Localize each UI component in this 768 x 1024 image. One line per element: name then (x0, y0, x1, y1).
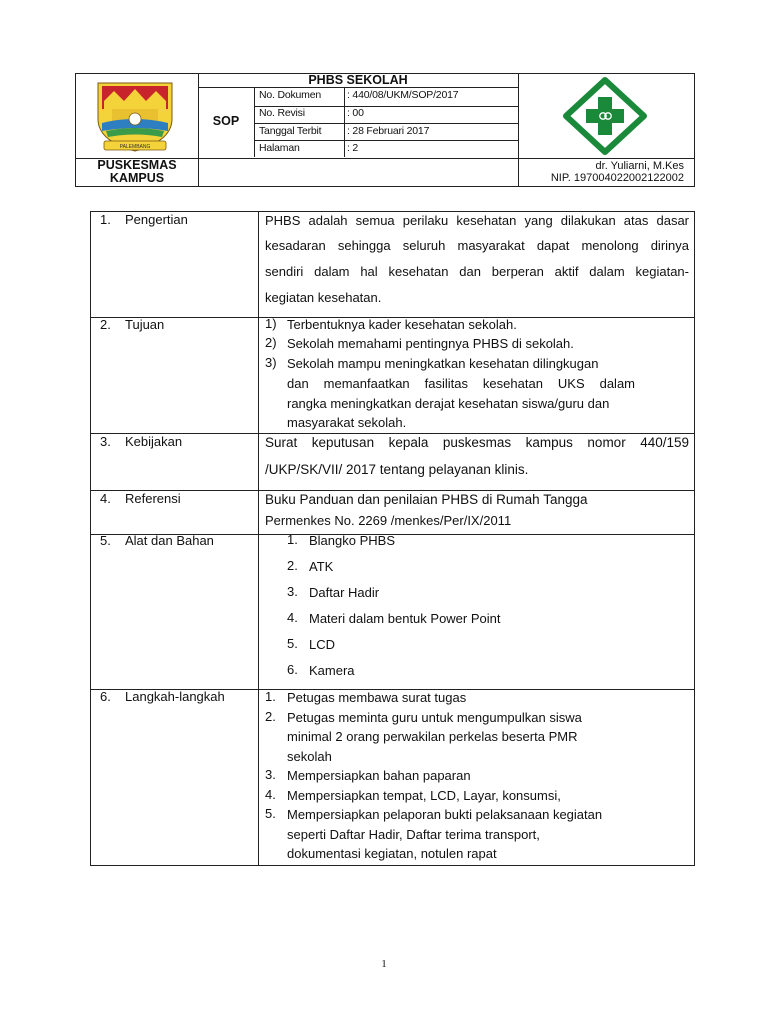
divider (344, 87, 345, 157)
list-marker: 6. (287, 662, 298, 677)
pengertian-line: PHBS adalah semua perilaku kesehatan yang dilakukan atas dasar (265, 213, 689, 228)
section-label-langkah-langkah: Langkah-langkah (125, 689, 225, 704)
list-marker: 3. (265, 767, 276, 782)
section-label-tujuan: Tujuan (125, 317, 165, 332)
signer-block (518, 160, 684, 184)
org-name (76, 159, 198, 185)
section-number: 3. (100, 434, 111, 449)
list-marker: 4. (287, 610, 298, 625)
document-title: PHBS SEKOLAH (308, 73, 408, 87)
section-label-kebijakan: Kebijakan (125, 434, 183, 449)
meta-label: No. Dokumen (259, 89, 321, 101)
meta-value: : 2 (347, 142, 359, 154)
list-marker: 1. (265, 689, 276, 704)
tujuan-item: Sekolah mampu meningkatkan kesehatan dilingkugan (287, 356, 599, 371)
meta-label: Halaman (259, 142, 300, 154)
kebijakan-line: /UKP/SK/VII/ 2017 tentang pelayanan klinis. (265, 462, 529, 477)
svg-text:PALEMBANG: PALEMBANG (119, 144, 151, 150)
alat-item: LCD (309, 637, 336, 652)
signer-nip: NIP. 197004022002122002 (550, 172, 684, 184)
alat-item: Daftar Hadir (309, 585, 380, 600)
meta-label: No. Revisi (259, 107, 305, 119)
referensi-line: Permenkes No. 2269 /menkes/Per/IX/2011 (265, 513, 512, 528)
pengertian-line: kegiatan kesehatan. (265, 290, 382, 305)
org-name-line2: KAMPUS (109, 171, 165, 185)
section-number: 6. (100, 689, 111, 704)
sop-content-table (90, 211, 695, 866)
kebijakan-line: Surat keputusan kepala puskesmas kampus nomor 440/159 (265, 435, 689, 450)
sop-label: SOP (212, 114, 240, 128)
pengertian-line: kesadaran sehingga seluruh masyarakat dapat menolong dirinya (265, 238, 689, 253)
tujuan-item: dan memanfaatkan fasilitas kesehatan UKS dalam (287, 376, 635, 391)
meta-label: Tanggal Terbit (259, 125, 322, 137)
alat-item: Kamera (309, 663, 355, 678)
langkah-item: dokumentasi kegiatan, notulen rapat (287, 846, 497, 861)
meta-value: : 440/08/UKM/SOP/2017 (347, 89, 459, 101)
langkah-item: seperti Daftar Hadir, Daftar terima transport, (287, 827, 540, 842)
health-cross-logo (563, 77, 647, 155)
meta-value: : 28 Februari 2017 (347, 125, 430, 137)
alat-item: ATK (309, 559, 334, 574)
city-emblem-logo (92, 79, 178, 155)
langkah-item: Mempersiapkan bahan paparan (287, 768, 471, 783)
list-marker: 1) (265, 316, 277, 331)
list-marker: 3) (265, 355, 277, 370)
section-number: 4. (100, 491, 111, 506)
list-marker: 4. (265, 787, 276, 802)
list-marker: 2. (265, 709, 276, 724)
referensi-line: Buku Panduan dan penilaian PHBS di Rumah Tangga (265, 492, 588, 507)
meta-value: : 00 (347, 107, 364, 119)
section-label-referensi: Referensi (125, 491, 181, 506)
tujuan-item: Sekolah memahami pentingnya PHBS di sekolah. (287, 336, 574, 351)
list-marker: 5. (287, 636, 298, 651)
langkah-item: Petugas meminta guru untuk mengumpulkan siswa (287, 710, 582, 725)
tujuan-item: masyarakat sekolah. (287, 415, 407, 430)
divider (254, 123, 518, 124)
langkah-item: Mempersiapkan pelaporan bukti pelaksanaan kegiatan (287, 807, 603, 822)
section-number: 5. (100, 533, 111, 548)
list-marker: 2. (287, 558, 298, 573)
alat-item: Blangko PHBS (309, 533, 395, 548)
section-label-alat-dan-bahan: Alat dan Bahan (125, 533, 214, 548)
langkah-item: minimal 2 orang perwakilan perkelas beserta PMR (287, 729, 578, 744)
alat-item: Materi dalam bentuk Power Point (309, 611, 501, 626)
section-label-pengertian: Pengertian (125, 212, 188, 227)
org-name-line1: PUSKESMAS (97, 158, 177, 172)
langkah-item: sekolah (287, 749, 332, 764)
section-number: 2. (100, 317, 111, 332)
divider (254, 87, 255, 157)
list-marker: 1. (287, 532, 298, 547)
pengertian-line: sendiri dalam hal kesehatan dan berperan aktif dalam kegiatan- (265, 264, 689, 279)
tujuan-item: rangka meningkatkan derajat kesehatan siswa/guru dan (287, 396, 610, 411)
tujuan-item: Terbentuknya kader kesehatan sekolah. (287, 317, 517, 332)
list-marker: 3. (287, 584, 298, 599)
list-marker: 2) (265, 335, 277, 350)
header-table (75, 73, 695, 187)
section-number: 1. (100, 212, 111, 227)
list-marker: 5. (265, 806, 276, 821)
langkah-item: Petugas membawa surat tugas (287, 690, 467, 705)
signer-name: dr. Yuliarni, M.Kes (595, 160, 684, 172)
langkah-item: Mempersiapkan tempat, LCD, Layar, konsumsi, (287, 788, 561, 803)
divider (198, 74, 199, 186)
divider (258, 212, 259, 865)
divider (198, 87, 518, 88)
divider (254, 140, 518, 141)
page-number: 1 (381, 958, 387, 970)
